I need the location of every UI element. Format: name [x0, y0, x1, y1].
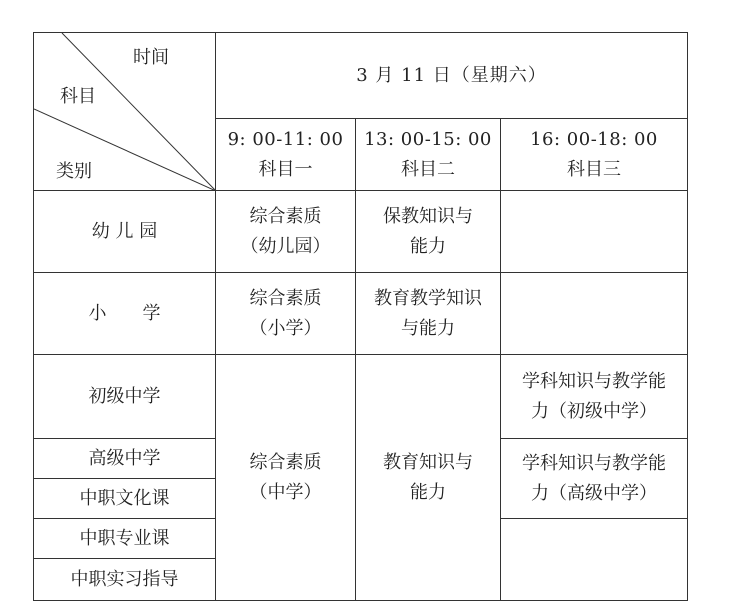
session-3-time: 16: 00-18: 00	[530, 128, 658, 150]
secondary-subject-1	[216, 355, 356, 601]
primary-s2-line2: 与能力	[401, 317, 455, 339]
session-3-subject: 科目三	[567, 158, 621, 180]
session-2-time: 13: 00-15: 00	[364, 128, 492, 150]
corner-category-label: 类别	[56, 161, 92, 182]
category-senior-middle: 高级中学	[34, 439, 216, 479]
category-kindergarten: 幼 儿 园	[34, 191, 216, 273]
secondary-subject-2	[356, 355, 501, 601]
senior-subject-3	[501, 439, 688, 519]
category-vocational-professional: 中职专业课	[34, 519, 216, 559]
primary-subject-3	[501, 273, 688, 355]
kindergarten-subject-3	[501, 191, 688, 273]
primary-s1-line1: 综合素质	[249, 287, 322, 309]
secondary-s1-line2: （中学）	[249, 481, 322, 503]
junior-s3-line2: 力（初级中学）	[531, 400, 657, 422]
secondary-s1-line1: 综合素质	[249, 451, 322, 473]
secondary-s2-line1: 教育知识与	[383, 451, 473, 473]
session-1-time: 9: 00-11: 00	[227, 128, 344, 150]
category-junior-middle: 初级中学	[34, 355, 216, 439]
category-vocational-culture: 中职文化课	[34, 479, 216, 519]
primary-s2-line1: 教育教学知识	[374, 287, 482, 309]
exam-schedule-table	[33, 32, 688, 601]
primary-s1-line2: （小学）	[249, 317, 322, 339]
category-primary: 小 学	[34, 273, 216, 355]
session-2-header	[356, 119, 501, 191]
date-header: 3 月 11 日（星期六）	[216, 33, 688, 119]
kindergarten-s1-line1: 综合素质	[249, 205, 322, 227]
session-1-subject: 科目一	[258, 158, 313, 180]
corner-time-label: 时间	[133, 47, 169, 68]
primary-subject-1	[216, 273, 356, 355]
primary-subject-2	[356, 273, 501, 355]
kindergarten-s2-line2: 能力	[410, 235, 446, 257]
junior-subject-3	[501, 355, 688, 439]
secondary-s2-line2: 能力	[410, 481, 446, 503]
session-2-subject: 科目二	[401, 158, 455, 180]
corner-subject-label: 科目	[60, 86, 96, 107]
session-3-header	[501, 119, 688, 191]
kindergarten-s1-line2: （幼儿园）	[240, 235, 331, 257]
category-vocational-practice: 中职实习指导	[34, 559, 216, 601]
kindergarten-subject-1	[216, 191, 356, 273]
header-corner-cell	[34, 33, 216, 191]
senior-s3-line1: 学科知识与教学能	[522, 452, 666, 474]
kindergarten-subject-2	[356, 191, 501, 273]
senior-s3-line2: 力（高级中学）	[531, 482, 657, 504]
session-1-header	[216, 119, 356, 191]
vocational-subject-3-empty	[501, 519, 688, 601]
junior-s3-line1: 学科知识与教学能	[522, 370, 666, 392]
kindergarten-s2-line1: 保教知识与	[383, 205, 473, 227]
